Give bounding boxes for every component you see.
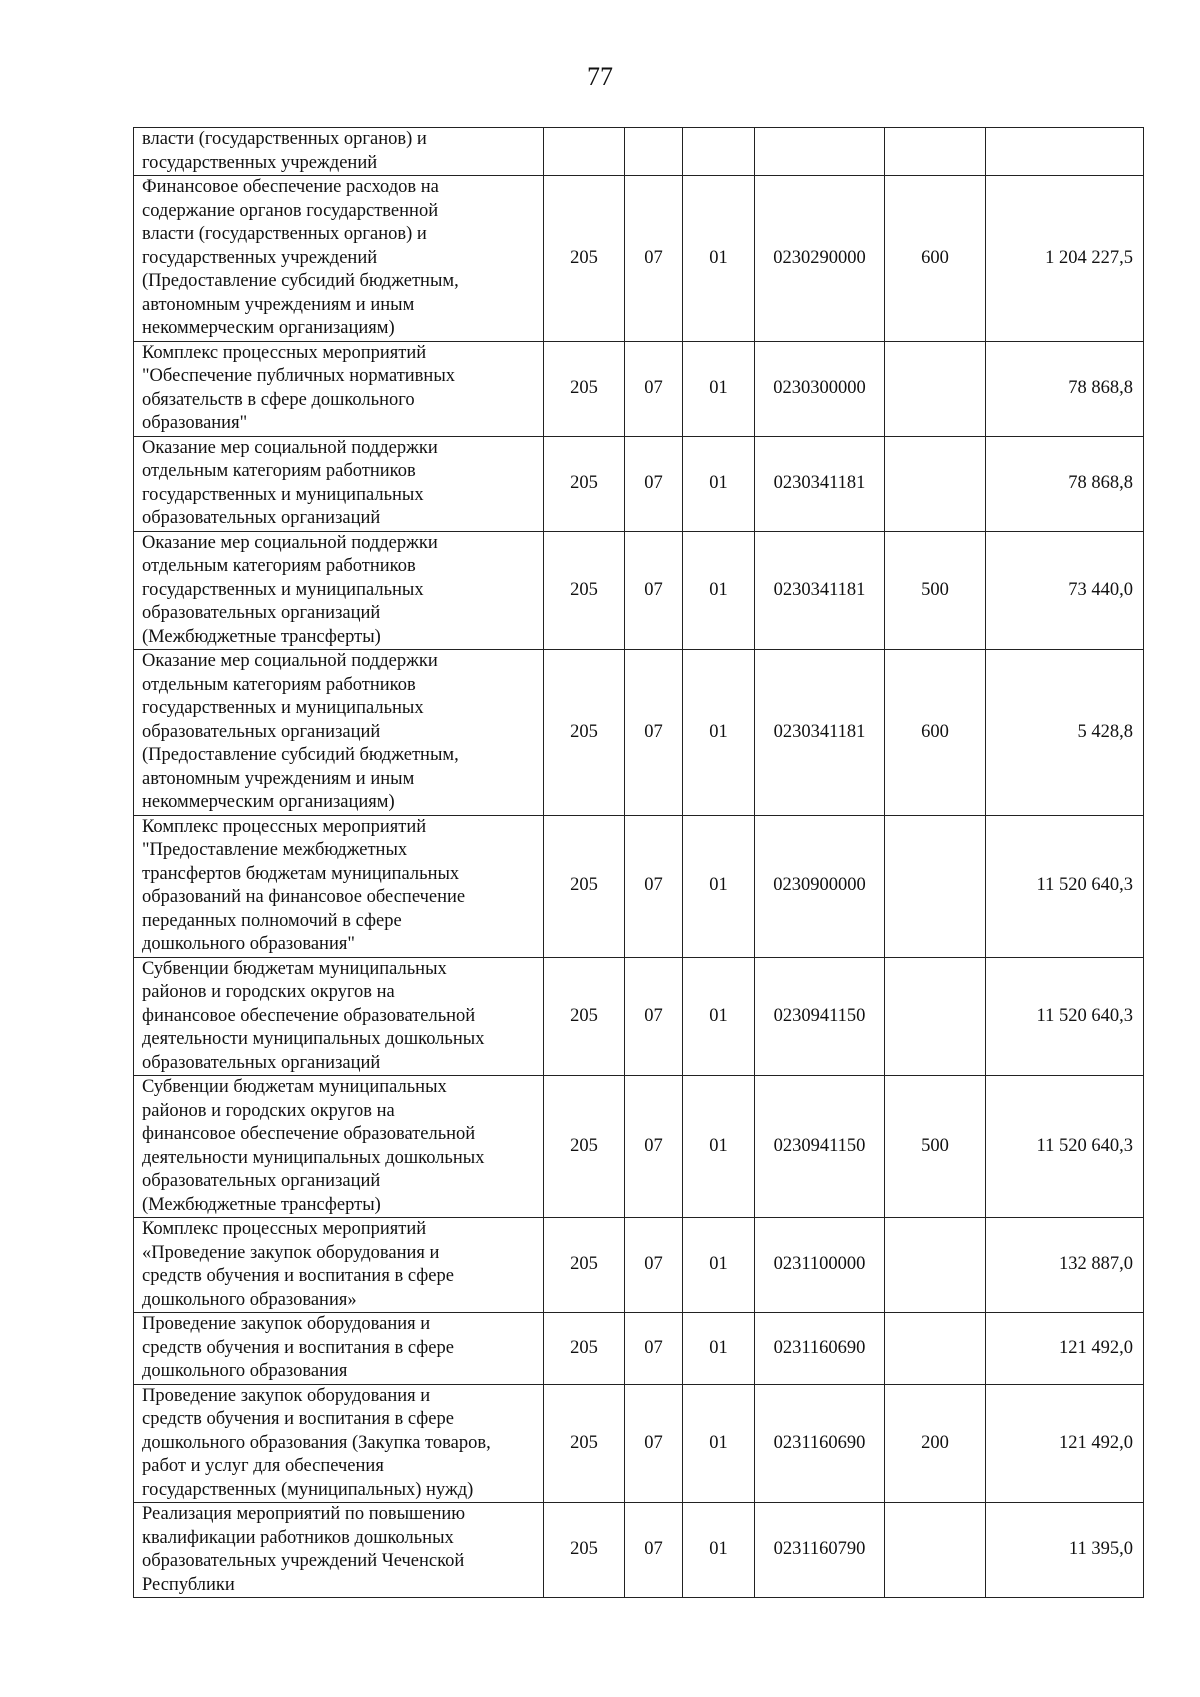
cell-section: 07	[625, 957, 683, 1076]
cell-admin	[544, 128, 625, 176]
cell-section: 07	[625, 531, 683, 650]
cell-admin: 205	[544, 341, 625, 436]
cell-name: Субвенции бюджетам муниципальных районов и городских округов на финансовое обеспечение образовательной деятельности муниципальных дошкольных образовательных организаций (Межбюджетные трансферты)	[134, 1076, 544, 1218]
cell-amount: 11 395,0	[986, 1503, 1144, 1598]
table-row	[134, 1218, 1144, 1313]
cell-target: 0230341181	[755, 531, 885, 650]
table-row	[134, 128, 1144, 176]
cell-target: 0231160790	[755, 1503, 885, 1598]
cell-name: Реализация мероприятий по повышению квалификации работников дошкольных образовательных учреждений Чеченской Республики	[134, 1503, 544, 1598]
cell-target: 0231160690	[755, 1313, 885, 1385]
cell-admin: 205	[544, 1076, 625, 1218]
page-number: 77	[587, 62, 613, 91]
cell-subsection: 01	[683, 1384, 755, 1503]
cell-amount: 5 428,8	[986, 650, 1144, 816]
cell-name: Оказание мер социальной поддержки отдельным категориям работников государственных и муниципальных образовательных организаций	[134, 436, 544, 531]
cell-section: 07	[625, 1313, 683, 1385]
cell-target	[755, 128, 885, 176]
cell-name: Комплекс процессных мероприятий «Проведение закупок оборудования и средств обучения и воспитания в сфере дошкольного образования»	[134, 1218, 544, 1313]
cell-subsection: 01	[683, 176, 755, 342]
cell-admin: 205	[544, 436, 625, 531]
cell-name: Субвенции бюджетам муниципальных районов и городских округов на финансовое обеспечение образовательной деятельности муниципальных дошкольных образовательных организаций	[134, 957, 544, 1076]
cell-target: 0230290000	[755, 176, 885, 342]
cell-expense-type	[885, 1313, 986, 1385]
cell-section: 07	[625, 815, 683, 957]
cell-subsection: 01	[683, 1076, 755, 1218]
cell-expense-type	[885, 1218, 986, 1313]
cell-name: Комплекс процессных мероприятий "Предоставление межбюджетных трансфертов бюджетам муниципальных образований на финансовое обеспечение переданных полномочий в сфере дошкольного образования"	[134, 815, 544, 957]
cell-subsection: 01	[683, 531, 755, 650]
cell-expense-type: 600	[885, 650, 986, 816]
budget-table-body	[134, 128, 1144, 1598]
cell-admin: 205	[544, 176, 625, 342]
cell-subsection: 01	[683, 1503, 755, 1598]
cell-subsection: 01	[683, 815, 755, 957]
cell-subsection: 01	[683, 436, 755, 531]
cell-name: Проведение закупок оборудования и средств обучения и воспитания в сфере дошкольного образования (Закупка товаров, работ и услуг для обеспечения государственных (муниципальных) нужд)	[134, 1384, 544, 1503]
table-row	[134, 531, 1144, 650]
cell-target: 0230300000	[755, 341, 885, 436]
cell-expense-type: 200	[885, 1384, 986, 1503]
cell-amount: 1 204 227,5	[986, 176, 1144, 342]
cell-subsection: 01	[683, 1313, 755, 1385]
cell-section: 07	[625, 176, 683, 342]
cell-name: Оказание мер социальной поддержки отдельным категориям работников государственных и муниципальных образовательных организаций (Межбюджетные трансферты)	[134, 531, 544, 650]
cell-amount: 73 440,0	[986, 531, 1144, 650]
cell-name: власти (государственных органов) и государственных учреждений	[134, 128, 544, 176]
cell-expense-type	[885, 436, 986, 531]
cell-amount: 11 520 640,3	[986, 957, 1144, 1076]
cell-section	[625, 128, 683, 176]
cell-subsection	[683, 128, 755, 176]
table-row	[134, 650, 1144, 816]
cell-target: 0230941150	[755, 1076, 885, 1218]
cell-admin: 205	[544, 650, 625, 816]
cell-expense-type: 600	[885, 176, 986, 342]
cell-name: Проведение закупок оборудования и средств обучения и воспитания в сфере дошкольного образования	[134, 1313, 544, 1385]
cell-name: Оказание мер социальной поддержки отдельным категориям работников государственных и муниципальных образовательных организаций (Предоставление субсидий бюджетным, автономным учреждениям и иным некоммерческим организациям)	[134, 650, 544, 816]
cell-admin: 205	[544, 1503, 625, 1598]
cell-amount: 78 868,8	[986, 341, 1144, 436]
cell-section: 07	[625, 1384, 683, 1503]
cell-target: 0230341181	[755, 650, 885, 816]
cell-amount	[986, 128, 1144, 176]
table-row	[134, 1313, 1144, 1385]
cell-section: 07	[625, 650, 683, 816]
table-row	[134, 436, 1144, 531]
table-row	[134, 1503, 1144, 1598]
cell-expense-type	[885, 128, 986, 176]
table-row	[134, 1076, 1144, 1218]
cell-target: 0231160690	[755, 1384, 885, 1503]
cell-amount: 121 492,0	[986, 1384, 1144, 1503]
table-row	[134, 1384, 1144, 1503]
cell-section: 07	[625, 436, 683, 531]
cell-target: 0230341181	[755, 436, 885, 531]
cell-expense-type	[885, 1503, 986, 1598]
cell-admin: 205	[544, 957, 625, 1076]
table-row	[134, 815, 1144, 957]
table-row	[134, 176, 1144, 342]
cell-target: 0231100000	[755, 1218, 885, 1313]
cell-name: Финансовое обеспечение расходов на содержание органов государственной власти (государственных органов) и государственных учреждений (Предоставление субсидий бюджетным, автономным учреждениям и иным некоммерческим организациям)	[134, 176, 544, 342]
cell-expense-type: 500	[885, 531, 986, 650]
cell-expense-type: 500	[885, 1076, 986, 1218]
cell-amount: 132 887,0	[986, 1218, 1144, 1313]
cell-name: Комплекс процессных мероприятий "Обеспечение публичных нормативных обязательств в сфере дошкольного образования"	[134, 341, 544, 436]
cell-expense-type	[885, 815, 986, 957]
cell-expense-type	[885, 957, 986, 1076]
cell-target: 0230900000	[755, 815, 885, 957]
cell-section: 07	[625, 1503, 683, 1598]
cell-section: 07	[625, 1218, 683, 1313]
cell-section: 07	[625, 1076, 683, 1218]
cell-subsection: 01	[683, 650, 755, 816]
cell-section: 07	[625, 341, 683, 436]
table-row	[134, 341, 1144, 436]
cell-admin: 205	[544, 531, 625, 650]
cell-admin: 205	[544, 1313, 625, 1385]
cell-amount: 121 492,0	[986, 1313, 1144, 1385]
table-row	[134, 957, 1144, 1076]
cell-admin: 205	[544, 1384, 625, 1503]
cell-amount: 78 868,8	[986, 436, 1144, 531]
budget-table	[133, 127, 1144, 1598]
cell-amount: 11 520 640,3	[986, 815, 1144, 957]
cell-expense-type	[885, 341, 986, 436]
cell-subsection: 01	[683, 1218, 755, 1313]
cell-admin: 205	[544, 815, 625, 957]
cell-admin: 205	[544, 1218, 625, 1313]
cell-subsection: 01	[683, 341, 755, 436]
cell-target: 0230941150	[755, 957, 885, 1076]
cell-subsection: 01	[683, 957, 755, 1076]
cell-amount: 11 520 640,3	[986, 1076, 1144, 1218]
